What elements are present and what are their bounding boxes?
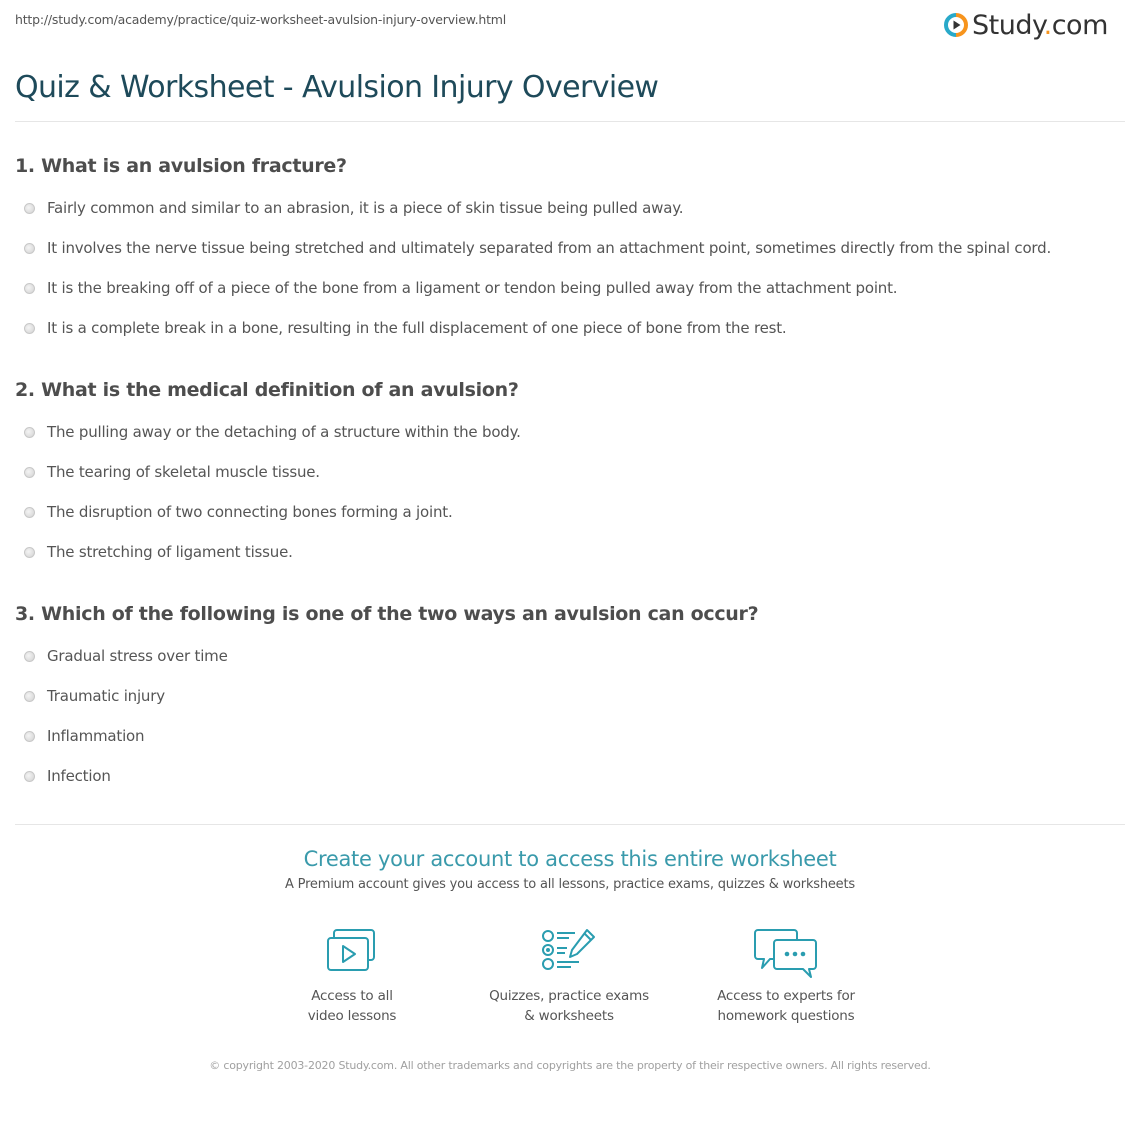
feature-label-line1: Quizzes, practice exams — [489, 988, 649, 1004]
question-1-option-4[interactable]: It is a complete break in a bone, resulting in the full displacement of one piece of bone from the rest. — [24, 318, 786, 338]
feature-video-lessons — [252, 928, 452, 1026]
question-3-option-1[interactable]: Gradual stress over time — [24, 646, 228, 666]
radio-button[interactable] — [24, 203, 35, 214]
cta-subtitle: A Premium account gives you access to all lessons, practice exams, quizzes & worksheets — [285, 877, 855, 892]
radio-button[interactable] — [24, 427, 35, 438]
radio-button[interactable] — [24, 731, 35, 742]
radio-button[interactable] — [24, 691, 35, 702]
feature-label-line2: video lessons — [307, 1008, 397, 1024]
radio-button[interactable] — [24, 283, 35, 294]
question-3-label: 3. Which of the following is one of the two ways an avulsion can occur? — [15, 603, 759, 625]
question-3-option-2[interactable]: Traumatic injury — [24, 686, 165, 706]
radio-button[interactable] — [24, 243, 35, 254]
question-3-option-3[interactable]: Inflammation — [24, 726, 144, 746]
feature-label-line2: homework questions — [717, 1008, 855, 1024]
create-account-link[interactable]: Create your account to access this entire worksheet — [303, 847, 837, 871]
question-1-option-3[interactable]: It is the breaking off of a piece of the bone from a ligament or tendon being pulled away from the attachment point. — [24, 278, 897, 298]
question-2-label: 2. What is the medical definition of an avulsion? — [15, 379, 519, 401]
quiz-worksheet-icon — [541, 928, 597, 976]
page-title: Quiz & Worksheet - Avulsion Injury Overview — [15, 70, 659, 105]
cta-divider — [15, 824, 1125, 825]
radio-button[interactable] — [24, 651, 35, 662]
feature-label-line2: & worksheets — [524, 1008, 614, 1024]
question-3-option-4[interactable]: Infection — [24, 766, 111, 786]
feature-quizzes — [469, 928, 669, 1026]
page-url: http://study.com/academy/practice/quiz-worksheet-avulsion-injury-overview.html — [15, 12, 507, 27]
question-2-option-2[interactable]: The tearing of skeletal muscle tissue. — [24, 462, 320, 482]
video-lessons-icon — [326, 928, 378, 976]
study-logo[interactable] — [944, 9, 1108, 41]
question-1-option-1[interactable]: Fairly common and similar to an abrasion, it is a piece of skin tissue being pulled away. — [24, 198, 683, 218]
expert-chat-icon — [754, 928, 818, 982]
title-divider — [15, 121, 1125, 122]
feature-experts — [686, 928, 886, 1026]
question-1-label: 1. What is an avulsion fracture? — [15, 155, 347, 177]
radio-button[interactable] — [24, 771, 35, 782]
logo-wordmark: Study.com — [972, 9, 1108, 41]
copyright-notice: © copyright 2003-2020 Study.com. All other trademarks and copyrights are the property of their respective owners. All rights reserved. — [209, 1059, 931, 1072]
radio-button[interactable] — [24, 547, 35, 558]
radio-button[interactable] — [24, 467, 35, 478]
question-2-option-1[interactable]: The pulling away or the detaching of a structure within the body. — [24, 422, 521, 442]
radio-button[interactable] — [24, 507, 35, 518]
question-2-option-3[interactable]: The disruption of two connecting bones forming a joint. — [24, 502, 453, 522]
feature-label-line1: Access to all — [311, 988, 393, 1004]
question-2-option-4[interactable]: The stretching of ligament tissue. — [24, 542, 293, 562]
question-1-option-2[interactable]: It involves the nerve tissue being stretched and ultimately separated from an attachment point, sometimes directly from the spinal cord. — [24, 238, 1051, 258]
feature-label-line1: Access to experts for — [717, 988, 855, 1004]
radio-button[interactable] — [24, 323, 35, 334]
play-circle-logo-icon — [944, 13, 968, 37]
